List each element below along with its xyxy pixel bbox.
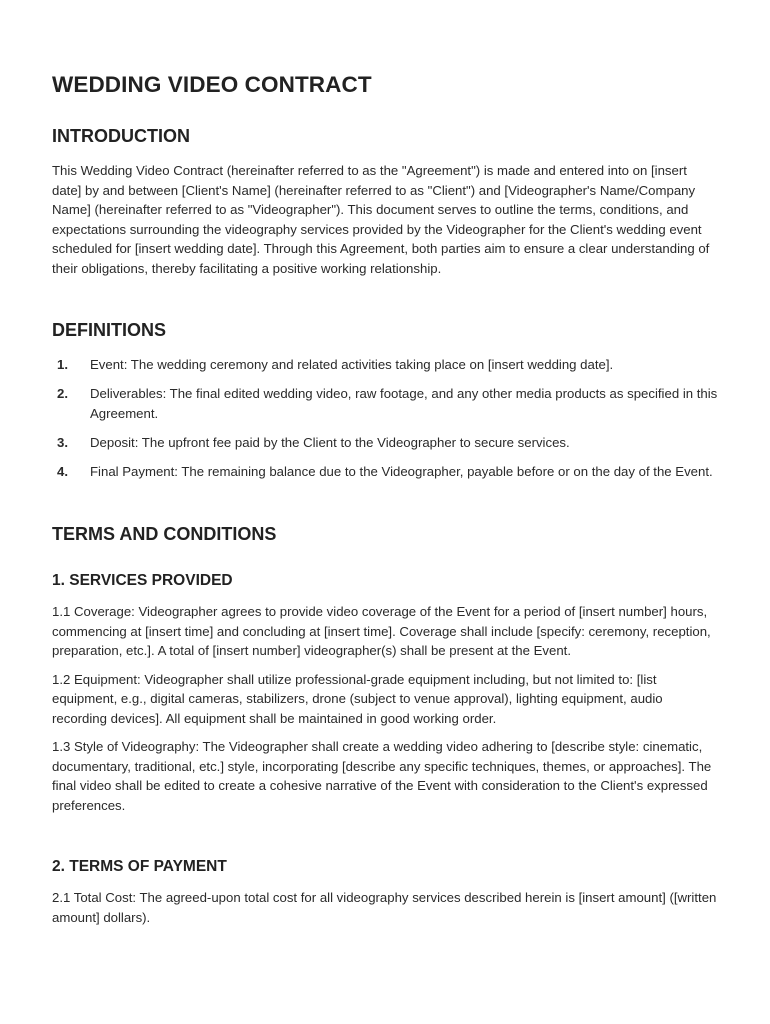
terms-section: [52, 524, 718, 545]
services-paragraph: 1.2 Equipment: Videographer shall utilize professional-grade equipment including, but not limited to: [list equipment, e.g., digital cameras, stabilizers, drone (subject to venue approval), lighting equipment, audio recording devices]. All equipment shall be maintained in good working order.: [52, 671, 663, 726]
definition-text: Event: The wedding ceremony and related activities taking place on [insert wedding date].: [90, 357, 614, 372]
payment-section: [52, 858, 718, 927]
definition-item: [52, 355, 718, 375]
services-paragraph: 1.1 Coverage: Videographer agrees to provide video coverage of the Event for a period of [insert number] hours, commencing at [insert time] and concluding at [insert time]. Coverage shall include [specify: ceremony, reception, preparation, etc.]. A total of [insert number] videographer(s) shall be present at the Event.: [52, 604, 711, 658]
definitions-heading: DEFINITIONS: [52, 320, 167, 340]
definition-number: 1.: [57, 357, 68, 372]
terms-heading: TERMS AND CONDITIONS: [52, 524, 277, 544]
definition-text: Deliverables: The final edited wedding video, raw footage, and any other media products as specified in this Agreement.: [90, 386, 718, 421]
services-section: [52, 572, 718, 815]
services-heading: 1. SERVICES PROVIDED: [52, 572, 233, 589]
definitions-list: [52, 355, 718, 481]
definition-item: [52, 462, 718, 482]
document-title: WEDDING VIDEO CONTRACT: [52, 72, 372, 97]
definition-item: [52, 384, 718, 423]
introduction-section: [52, 126, 718, 278]
payment-paragraph: 2.1 Total Cost: The agreed-upon total cost for all videography services described herein is [insert amount] ([written amount] dollars).: [52, 890, 717, 925]
introduction-text: This Wedding Video Contract (hereinafter referred to as the "Agreement") is made and entered into on [insert date] by and between [Client's Name] (hereinafter referred to as "Client") and [Videographer's Name/Company Name] (hereinafter referred to as "Videographer"). This document serves to outline the terms, conditions, and expectations surrounding the videography services provided by the Videographer for the Client's wedding event scheduled for [insert wedding date]. Through this Agreement, both parties aim to ensure a clear understanding of their obligations, thereby facilitating a positive working relationship.: [52, 163, 710, 276]
definitions-section: [52, 320, 718, 491]
definition-number: 4.: [57, 463, 68, 479]
definition-number: 2.: [57, 386, 68, 401]
definition-text: Deposit: The upfront fee paid by the Client to the Videographer to secure services.: [90, 434, 570, 450]
definition-text: Final Payment: The remaining balance due to the Videographer, payable before or on the day of the Event.: [90, 463, 713, 479]
payment-heading: 2. TERMS OF PAYMENT: [52, 858, 227, 875]
introduction-heading: INTRODUCTION: [52, 126, 190, 146]
definition-item: [52, 433, 718, 453]
services-paragraph: 1.3 Style of Videography: The Videographer shall create a wedding video adhering to [describe style: cinematic, documentary, traditional, etc.] style, incorporating [describe any specific techniques, themes, or approaches]. The final video shall be edited to create a cohesive narrative of the Event with consideration to the Client's expressed preferences.: [52, 739, 712, 813]
definition-number: 3.: [57, 434, 68, 450]
